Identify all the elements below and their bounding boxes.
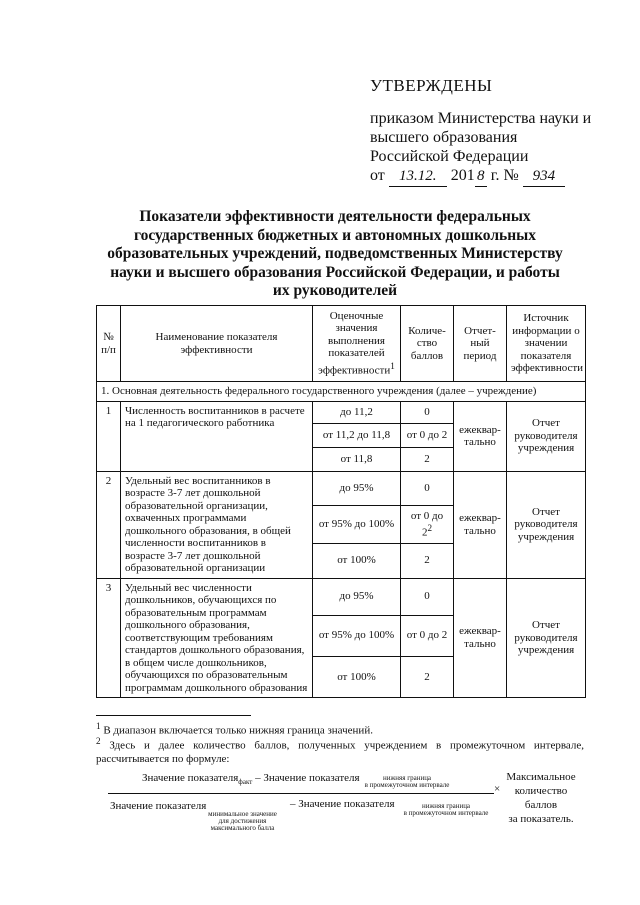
row-value: от 95% до 100% [313, 615, 401, 656]
title-line-2: государственных бюджетных и автономных дошкольных [133, 226, 537, 244]
numerator-sub-line-1: нижняя граница [382, 774, 432, 782]
denominator-subscript-a [200, 811, 285, 832]
row-value: от 100% [313, 543, 401, 578]
row-value: до 95% [313, 578, 401, 615]
row-period: ежеквар-тально [454, 471, 507, 578]
year-suffix: г. № [490, 167, 519, 184]
table-header-row [97, 306, 586, 382]
table-row [97, 578, 586, 615]
denominator-subscript-b [396, 803, 496, 817]
row-points: 0 [401, 401, 454, 423]
footnote-2-text: Здесь и далее количество баллов, полученных учреждением в промежуточном интервале, рассчитывается по формуле: [96, 739, 585, 765]
section-row [97, 382, 586, 402]
numerator-term-a: Значение показателя [142, 772, 239, 784]
approval-date-line [370, 166, 591, 187]
header-source: Источник информации о значении показателя эффективности [507, 306, 586, 382]
row-name: Численность воспитанников в расчете на 1 педагогического работника [121, 401, 313, 471]
denominator-term-a: Значение показателя [110, 800, 207, 812]
row-value: от 100% [313, 656, 401, 697]
footnote-1-text: В диапазон включается только нижняя граница значений. [103, 724, 373, 737]
numerator-term-b: – Значение показателя [255, 772, 360, 784]
row-points: 2 [401, 543, 454, 578]
footnote-separator [96, 715, 251, 716]
approval-line-2: высшего образования [370, 129, 518, 146]
footnote-1-mark: 1 [96, 721, 101, 731]
numerator-subscript [362, 775, 452, 789]
max-points-line-4: за показатель. [508, 813, 574, 825]
denominator-sub-a-line-3: максимального балла [210, 824, 275, 832]
multiply-sign: × [494, 783, 501, 795]
approval-line-3: Российской Федерации [370, 148, 529, 165]
fraction-line [108, 793, 494, 794]
max-points-block [502, 770, 580, 826]
order-number-handwritten: 934 [523, 167, 565, 187]
row-num: 1 [97, 401, 121, 471]
year-prefix: 201 [450, 167, 475, 184]
footnote-2 [96, 735, 584, 766]
footnote-2-mark: 2 [96, 736, 101, 746]
title-line-3: образовательных учреждений, подведомственных Министерству [107, 245, 563, 262]
denominator-sub-b-line-1: нижняя граница [421, 802, 471, 810]
formula-numerator [142, 772, 360, 786]
row-value: до 95% [313, 471, 401, 506]
row-points: 0 [401, 471, 454, 506]
denominator-term-b: – Значение показателя [290, 798, 395, 810]
row-points: от 0 до 2 [401, 615, 454, 656]
row-source: Отчет руководителя учреждения [507, 578, 586, 698]
denominator-sub-a-line-1: минимальное значение [208, 810, 277, 818]
approval-heading: УТВЕРЖДЕНЫ [370, 76, 493, 95]
row-points: 0 [401, 578, 454, 615]
title-line-5: их руководителей [272, 282, 398, 299]
denominator-sub-b-line-2: в промежуточном интервале [403, 809, 489, 817]
numerator-sub-line-2: в промежуточном интервале [364, 781, 450, 789]
title-line-4: науки и высшего образования Российской Федерации, и работы [110, 263, 560, 281]
header-period: Отчет-ный период [454, 306, 507, 382]
row-value: от 95% до 100% [313, 506, 401, 543]
section-title: 1. Основная деятельность федерального государственного учреждения (далее – учреждение) [97, 382, 586, 402]
numerator-term-a-sub: факт [238, 778, 253, 787]
row-value: до 11,2 [313, 401, 401, 423]
row-value: от 11,8 [313, 447, 401, 471]
row-num: 3 [97, 578, 121, 698]
denominator-sub-a-line-2: для достижения [218, 817, 267, 825]
header-num: № п/п [97, 306, 121, 382]
row-source: Отчет руководителя учреждения [507, 401, 586, 471]
row-num: 2 [97, 471, 121, 578]
row-points: от 0 до $2^2$ [401, 506, 454, 543]
row-name: Удельный вес численности дошкольников, обучающихся по образовательным программам дошкольного образования, соответствующим требованиям стандартов дошкольного образования, в общем числе дошкольников, обучающихся по образовательным программам дошкольного образования [121, 578, 313, 698]
max-points-line-1: Максимальное [506, 771, 576, 783]
max-points-line-3: баллов [524, 799, 558, 811]
document-title [100, 208, 570, 301]
title-line-1: Показатели эффективности деятельности федеральных [139, 208, 531, 225]
header-points: Количе-ство баллов [401, 306, 454, 382]
row-period: ежеквар-тально [454, 401, 507, 471]
header-values-footnote: 1 [390, 360, 395, 371]
row-period: ежеквар-тально [454, 578, 507, 698]
approval-line-1: приказом Министерства науки и [370, 110, 592, 127]
max-points-line-2: количество [514, 785, 568, 797]
date-handwritten: 13.12. [389, 167, 447, 187]
header-name: Наименование показателя эффективности [121, 306, 313, 382]
row-value: от 11,2 до 11,8 [313, 423, 401, 447]
year-handwritten: 8 [475, 167, 487, 187]
header-values: Оценочные значения выполнения показателей эффективности$^1$ [313, 306, 401, 382]
approval-block [370, 76, 591, 187]
date-prefix: от [370, 167, 385, 184]
row-name: Удельный вес воспитанников в возрасте 3-7 лет дошкольной образовательной организации, охваченных программами дошкольного образования, в общей численности воспитанников в возрасте 3-7 лет дошкольной образовательной организации [121, 471, 313, 578]
row-points: 2 [401, 447, 454, 471]
table-row [97, 401, 586, 423]
row-points: 2 [401, 656, 454, 697]
row-source: Отчет руководителя учреждения [507, 471, 586, 578]
points-footnote: 2 [427, 523, 433, 534]
indicators-table [96, 305, 586, 698]
table-row [97, 471, 586, 506]
row-points: от 0 до 2 [401, 423, 454, 447]
